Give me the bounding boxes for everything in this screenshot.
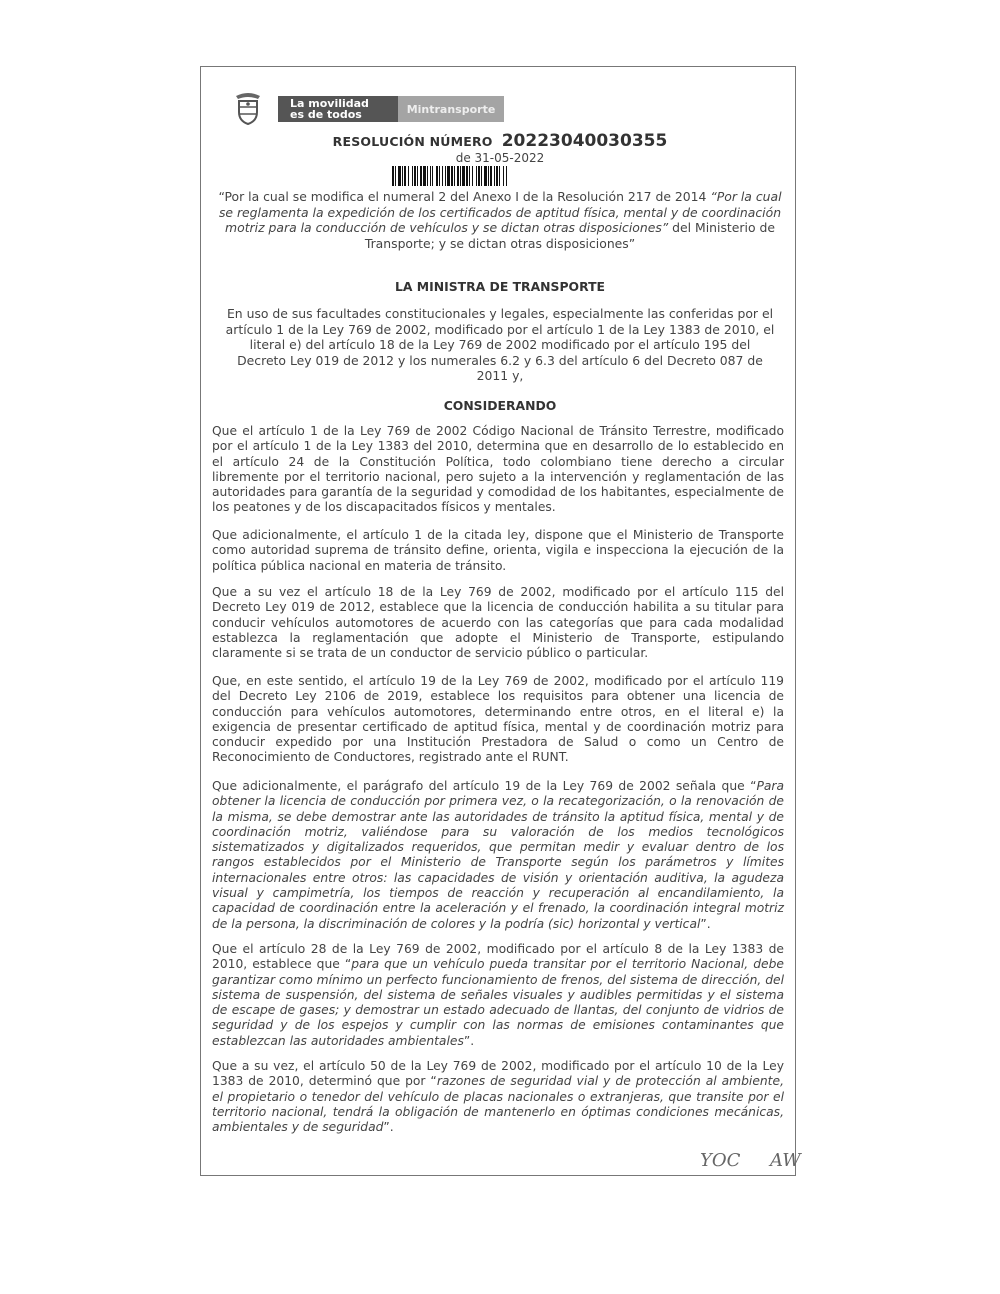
authority-heading: LA MINISTRA DE TRANSPORTE [395, 279, 605, 294]
paragraph-7-end: ”. [383, 1120, 394, 1135]
paragraph-6-end: ”. [463, 1033, 475, 1048]
considering-paragraph-5 [212, 779, 784, 932]
slogan-line2: es de todos [290, 108, 362, 121]
colombia-coat-of-arms-icon [232, 92, 264, 126]
paragraph-5-end: ”. [700, 916, 711, 931]
considering-paragraph-6 [212, 942, 784, 1049]
resolution-date: de 31-05-2022 [455, 151, 545, 165]
paragraph-5-quote: Para obtener la licencia de conducción por primera vez, o la recategorización, o la renovación de la misma, se debe demostrar ante las autoridades de tránsito la aptitud física, mental y de coordinación motriz, valiéndose para su valoración de los medios tecnológicos sistematizados y digitalizados requeridos, que permitan medir y evaluar dentro de los rangos establecidos por el Ministerio de Transporte según los parámetros y límites internacionales entre otros: las capacidades de visión y orientación auditiva, la agudeza visual y campimetría, los tiempos de reacción y recuperación al encandilamiento, la capacidad de coordinación entre la aceleración y el frenado, la coordinación integral motriz de la persona, la discriminación de colores y la podría (sic) horizontal y vertical [212, 779, 784, 931]
paragraph-6-quote: para que un vehículo pueda transitar por el territorio Nacional, debe garantizar como mínimo un perfecto funcionamiento de frenos, del sistema de dirección, del sistema de suspensión, del sistema de señales visuales y audibles permitidas y el sistema de escape de gases; y demostrar un estado adecuado de llantas, del conjunto de vidrios de seguridad y de los espejos y cumplir con las normas de emisiones contaminantes que establezcan las autoridades ambientales [212, 957, 784, 1048]
powers-text: En uso de sus facultades constitucionales y legales, especialmente las conferidas por el artículo 1 de la Ley 769 de 2002, modificado por el artículo 1 de la Ley 1383 de 2010, el literal e) del artículo 18 de la Ley 769 de 2002 modificado por el artículo 195 del Decreto Ley 019 de 2012 y los numerales 6.2 y 6.3 del artículo 6 del Decreto 087 de 2011 y, [225, 306, 775, 383]
paragraph-6-intro: Que el artículo 28 de la Ley 769 de 2002, modificado por el artículo 8 de la Ley 1383 de 2010, establece que “ [212, 942, 784, 972]
considering-paragraph-7 [212, 1059, 784, 1135]
considering-paragraph-1: Que el artículo 1 de la Ley 769 de 2002 Código Nacional de Tránsito Terrestre, modificado por el artículo 1 de la Ley 1383 del 2010, determina que en desarrollo de lo establecido en el artículo 24 de la Constitución Política, todo colombiano tiene derecho a circular libremente por el territorio nacional, pero sujeto a la intervención y reglamentación de las autoridades para garantía de la seguridad y comodidad de los habitantes, especialmente de los peatones y de los discapacitados físicos y mentales. [212, 424, 784, 515]
initials-right: AW [770, 1150, 801, 1171]
resolution-label: RESOLUCIÓN NÚMERO [332, 134, 493, 149]
considering-paragraph-4: Que, en este sentido, el artículo 19 de la Ley 769 de 2002, modificado por el artículo 119 del Decreto Ley 2106 de 2019, establece los requisitos para obtener una licencia de conducción para vehículos automotores, determinando entre otros, en el literal e) la exigencia de presentar certificado de aptitud física, mental y de coordinación motriz para conducir expedido por una Institución Prestadora de Salud o como un Centro de Reconocimiento de Conductores, registrado ante el RUNT. [212, 674, 784, 765]
paragraph-5-intro: Que adicionalmente, el parágrafo del artículo 19 de la Ley 769 de 2002 señala que “ [212, 779, 757, 793]
header-logo [232, 92, 504, 126]
ministry-badge: Mintransporte [398, 96, 504, 122]
barcode [392, 166, 610, 186]
considering-paragraph-3: Que a su vez el artículo 18 de la Ley 769 de 2002, modificado por el artículo 115 del Decreto Ley 019 de 2012, establece que la licencia de conducción habilita a su titular para conducir vehículos automotores de acuerdo con las categorías que para cada modalidad establezca la reglamentación que adopte el Ministerio de Transporte, estipulando claramente si se trata de un conductor de servicio público o particular. [212, 585, 784, 661]
preamble-italic: “Por la cual se reglamenta la expedición de los certificados de aptitud física, mental y de coordinación motriz para la conducción de vehículos y se dictan otras disposiciones” [218, 189, 782, 235]
preamble-part1: “Por la cual se modifica el numeral 2 del Anexo I de la Resolución 217 de 2014 [218, 189, 711, 204]
paragraph-7-intro: Que a su vez, el artículo 50 de la Ley 769 de 2002, modificado por el artículo 10 de la Ley 1383 de 2010, determinó que por “ [212, 1059, 784, 1089]
considering-heading: CONSIDERANDO [443, 398, 557, 413]
resolution-number: 20223040030355 [501, 131, 668, 151]
preamble-part3: del Ministerio de Transporte; y se dictan otras disposiciones” [364, 220, 775, 251]
initials-left: YOC [700, 1150, 741, 1171]
considering-paragraph-2: Que adicionalmente, el artículo 1 de la citada ley, dispone que el Ministerio de Transporte como autoridad suprema de tránsito define, orienta, vigila e inspecciona la ejecución de la política pública nacional en materia de tránsito. [212, 528, 784, 573]
resolution-title [200, 131, 800, 151]
slogan-line1: La movilidad [290, 97, 369, 110]
slogan-badge [278, 96, 398, 122]
paragraph-7-quote: razones de seguridad vial y de protección al ambiente, el propietario o tenedor del vehículo de placas nacionales o extranjeras, que transite por el territorio nacional, tendrá la obligación de mantenerlo en óptimas condiciones mecánicas, ambientales y de seguridad [212, 1074, 784, 1135]
preamble [218, 189, 782, 251]
